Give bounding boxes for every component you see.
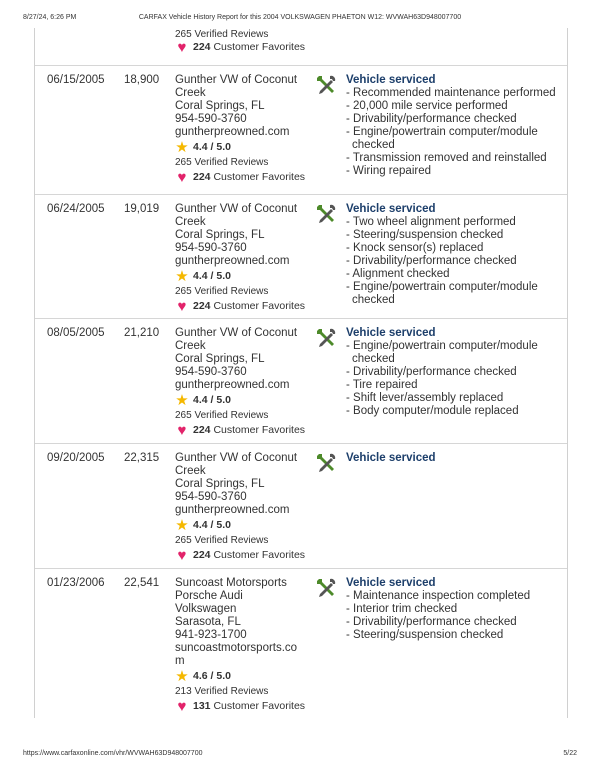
record-row: [35, 194, 567, 318]
record-details: [346, 577, 561, 642]
heart-icon: ♥: [177, 547, 187, 564]
favorites-count: 224: [193, 41, 211, 53]
detail-item: - Drivability/performance checked: [346, 366, 517, 378]
detail-item: - Maintenance inspection completed: [346, 590, 531, 602]
favorites-label: Customer Favorites: [213, 549, 306, 561]
record-source: [175, 203, 310, 314]
detail-item: - Tire repaired: [346, 379, 418, 391]
star-icon: ★: [175, 139, 189, 156]
record-mileage: 18,900: [124, 74, 160, 86]
partial-reviews: 265 Verified Reviews: [175, 29, 269, 40]
partial-record: [175, 28, 305, 54]
source-website-link[interactable]: guntherpreowned.com: [175, 504, 290, 516]
source-line: Coral Springs, FL: [175, 100, 265, 112]
rating-value: 4.4 / 5.0: [193, 141, 231, 153]
record-row: [35, 318, 567, 443]
source-line: Sarasota, FL: [175, 616, 241, 628]
record-details: [346, 327, 561, 418]
detail-item: - Shift lever/assembly replaced: [346, 392, 504, 404]
record-row: [35, 443, 567, 568]
rating: [175, 393, 310, 408]
record-date: 06/24/2005: [47, 203, 105, 215]
source-website-link[interactable]: guntherpreowned.com: [175, 255, 290, 267]
verified-reviews-link[interactable]: 213 Verified Reviews: [175, 686, 269, 697]
customer-favorites: [175, 299, 310, 314]
record-date: 09/20/2005: [47, 452, 105, 464]
wrench-screwdriver-icon: [315, 74, 339, 96]
wrench-screwdriver-icon: [315, 577, 339, 599]
record-source: [175, 327, 310, 438]
source-website-link[interactable]: m: [175, 655, 185, 667]
source-line: 954-590-3760: [175, 113, 247, 125]
source-line: Creek: [175, 216, 206, 228]
source-website-link[interactable]: suncoastmotorsports.co: [175, 642, 298, 654]
detail-item: - Steering/suspension checked: [346, 629, 504, 641]
source-line: Creek: [175, 465, 206, 477]
record-details: [346, 452, 561, 465]
record-source: [175, 74, 310, 185]
print-footer: [23, 750, 577, 762]
favorites-count: 224: [193, 424, 211, 436]
star-icon: ★: [175, 668, 189, 685]
source-line: Coral Springs, FL: [175, 229, 265, 241]
detail-header: Vehicle serviced: [346, 577, 436, 589]
customer-favorites: [175, 699, 310, 714]
detail-item: - Alignment checked: [346, 268, 450, 280]
record-mileage: 22,315: [124, 452, 160, 464]
source-line: 941-923-1700: [175, 629, 247, 641]
favorites-label: Customer Favorites: [213, 171, 306, 183]
detail-item: - Knock sensor(s) replaced: [346, 242, 484, 254]
wrench-screwdriver-icon: [315, 327, 339, 349]
source-line: Coral Springs, FL: [175, 478, 265, 490]
detail-item: - Transmission removed and reinstalled: [346, 152, 547, 164]
partial-favorites: [175, 41, 305, 54]
heart-icon: ♥: [177, 298, 187, 315]
heart-icon: ♥: [177, 39, 187, 56]
rating: [175, 518, 310, 533]
favorites-count: 224: [193, 549, 211, 561]
rating: [175, 669, 310, 684]
record-date: 06/15/2005: [47, 74, 105, 86]
record-source: [175, 452, 310, 563]
detail-header: Vehicle serviced: [346, 452, 436, 464]
favorites-count: 224: [193, 171, 211, 183]
wrench-screwdriver-icon: [315, 452, 339, 474]
source-website-link[interactable]: guntherpreowned.com: [175, 126, 290, 138]
star-icon: ★: [175, 517, 189, 534]
rating: [175, 269, 310, 284]
record-row: [35, 568, 567, 719]
record-mileage: 22,541: [124, 577, 160, 589]
detail-header: Vehicle serviced: [346, 327, 436, 339]
detail-item: - Drivability/performance checked: [346, 113, 517, 125]
rating: [175, 140, 310, 155]
customer-favorites: [175, 548, 310, 563]
star-icon: ★: [175, 392, 189, 409]
customer-favorites: [175, 423, 310, 438]
heart-icon: ♥: [177, 169, 187, 186]
source-line: Porsche Audi: [175, 590, 243, 602]
page-number: 5/22: [563, 750, 577, 757]
detail-item: - Drivability/performance checked: [346, 616, 517, 628]
rating-value: 4.6 / 5.0: [193, 670, 231, 682]
source-line: Suncoast Motorsports: [175, 577, 287, 589]
source-line: Gunther VW of Coconut: [175, 74, 298, 86]
record-mileage: 21,210: [124, 327, 160, 339]
detail-item: - Drivability/performance checked: [346, 255, 517, 267]
heart-icon: ♥: [177, 422, 187, 439]
favorites-label: Customer Favorites: [213, 700, 306, 712]
detail-item: - Interior trim checked: [346, 603, 458, 615]
source-website-link[interactable]: guntherpreowned.com: [175, 379, 290, 391]
favorites-label: Customer Favorites: [213, 424, 306, 436]
record-details: [346, 74, 561, 178]
detail-header: Vehicle serviced: [346, 74, 436, 86]
print-date: 8/27/24, 6:26 PM: [23, 14, 77, 21]
source-line: Gunther VW of Coconut: [175, 452, 298, 464]
detail-item: - Two wheel alignment performed: [346, 216, 516, 228]
rating-value: 4.4 / 5.0: [193, 394, 231, 406]
source-line: 954-590-3760: [175, 366, 247, 378]
record-date: 01/23/2006: [47, 577, 105, 589]
record-date: 08/05/2005: [47, 327, 105, 339]
detail-item: - Engine/powertrain computer/module checked: [346, 126, 538, 151]
report-frame: [34, 28, 568, 718]
source-line: Creek: [175, 87, 206, 99]
detail-item: - Steering/suspension checked: [346, 229, 504, 241]
source-line: 954-590-3760: [175, 491, 247, 503]
customer-favorites: [175, 170, 310, 185]
verified-reviews-link[interactable]: 265 Verified Reviews: [175, 535, 269, 546]
source-line: Coral Springs, FL: [175, 353, 265, 365]
favorites-label: Customer Favorites: [213, 300, 306, 312]
star-icon: ★: [175, 268, 189, 285]
verified-reviews-link[interactable]: 265 Verified Reviews: [175, 286, 269, 297]
detail-item: - Engine/powertrain computer/module checked: [346, 281, 538, 306]
source-line: 954-590-3760: [175, 242, 247, 254]
source-line: Creek: [175, 340, 206, 352]
record-details: [346, 203, 561, 307]
record-mileage: 19,019: [124, 203, 160, 215]
detail-item: - Body computer/module replaced: [346, 405, 519, 417]
record-row: [35, 65, 567, 194]
wrench-screwdriver-icon: [315, 203, 339, 225]
heart-icon: ♥: [177, 698, 187, 715]
favorites-count: 131: [193, 700, 211, 712]
rating-value: 4.4 / 5.0: [193, 270, 231, 282]
favorites-label: Customer Favorites: [213, 41, 306, 53]
print-title: CARFAX Vehicle History Report for this 2004 VOLKSWAGEN PHAETON W12: WVWAH63D948007700: [138, 14, 462, 21]
detail-item: - Wiring repaired: [346, 165, 431, 177]
source-line: Gunther VW of Coconut: [175, 203, 298, 215]
detail-item: - Recommended maintenance performed: [346, 87, 556, 99]
verified-reviews-link[interactable]: 265 Verified Reviews: [175, 157, 269, 168]
source-line: Gunther VW of Coconut: [175, 327, 298, 339]
verified-reviews-link[interactable]: 265 Verified Reviews: [175, 410, 269, 421]
detail-item: - 20,000 mile service performed: [346, 100, 508, 112]
rating-value: 4.4 / 5.0: [193, 519, 231, 531]
print-header: [23, 14, 577, 26]
print-url: https://www.carfaxonline.com/vhr/WVWAH63D948007700: [23, 750, 203, 757]
record-source: [175, 577, 310, 714]
favorites-count: 224: [193, 300, 211, 312]
detail-header: Vehicle serviced: [346, 203, 436, 215]
detail-item: - Engine/powertrain computer/module checked: [346, 340, 538, 365]
source-line: Volkswagen: [175, 603, 237, 615]
